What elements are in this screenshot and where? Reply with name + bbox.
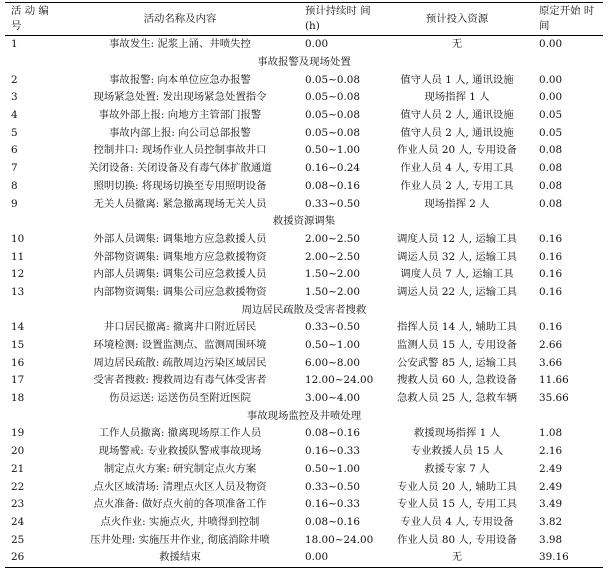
section-header-row bbox=[5, 54, 603, 72]
table-row bbox=[5, 443, 603, 461]
cell-start-time: 0.05 bbox=[539, 109, 563, 122]
table-row bbox=[5, 195, 603, 213]
cell-duration: 0.16∼0.33 bbox=[305, 445, 360, 458]
cell-activity-id: 14 bbox=[11, 321, 25, 334]
table-row bbox=[5, 266, 603, 284]
header-duration: 预计持续时 间(h) bbox=[299, 3, 381, 36]
activity-table bbox=[5, 2, 603, 568]
section-title: 事故现场监控及井喷处理 bbox=[246, 409, 362, 422]
table-row bbox=[5, 319, 603, 337]
cell-resources: 现场指挥 1 人 bbox=[424, 91, 490, 104]
cell-resources: 作业人员 4 人, 专用工具 bbox=[400, 162, 514, 175]
cell-activity-name: 环境检测: 设置监测点、监测周围环境 bbox=[93, 339, 267, 352]
cell-activity-id: 15 bbox=[11, 339, 25, 352]
cell-resources: 搜救人员 60 人, 急救设备 bbox=[397, 374, 517, 387]
cell-duration: 1.50∼2.00 bbox=[305, 285, 360, 298]
cell-activity-id: 9 bbox=[11, 197, 18, 210]
header-activity-id: 活 动 编 号 bbox=[5, 3, 61, 36]
cell-start-time: 0.08 bbox=[539, 144, 563, 157]
cell-resources: 专业人员 15 人, 专用工具 bbox=[397, 498, 517, 511]
cell-activity-id: 18 bbox=[11, 392, 25, 405]
cell-resources: 救援专家 7 人 bbox=[424, 462, 490, 475]
cell-start-time: 3.66 bbox=[539, 356, 563, 369]
section-header-row bbox=[5, 407, 603, 425]
cell-resources: 专业人员 20 人, 辅助工具 bbox=[397, 480, 517, 493]
cell-start-time: 3.98 bbox=[539, 533, 563, 546]
cell-resources: 无 bbox=[451, 38, 463, 51]
cell-activity-name: 外部物资调集: 调集地方应急救援物资 bbox=[93, 250, 267, 263]
cell-resources: 调度人员 7 人, 运输工具 bbox=[400, 268, 514, 281]
cell-start-time: 0.08 bbox=[539, 197, 563, 210]
header-activity-name: 活动名称及内容 bbox=[61, 3, 299, 36]
cell-activity-id: 1 bbox=[11, 38, 18, 51]
cell-activity-id: 10 bbox=[11, 232, 25, 245]
cell-start-time: 0.16 bbox=[539, 285, 563, 298]
cell-activity-id: 21 bbox=[11, 462, 25, 475]
cell-activity-name: 周边居民疏散: 疏散周边污染区域居民 bbox=[93, 356, 267, 369]
cell-duration: 0.05∼0.08 bbox=[305, 73, 360, 86]
cell-resources: 监测人员 15 人, 专用设备 bbox=[397, 339, 517, 352]
cell-duration: 0.00 bbox=[305, 38, 329, 51]
cell-activity-id: 7 bbox=[11, 162, 18, 175]
cell-duration: 0.08∼0.16 bbox=[305, 427, 360, 440]
section-title: 周边居民疏散及受害者搜救 bbox=[241, 303, 367, 316]
cell-start-time: 0.00 bbox=[539, 38, 563, 51]
cell-resources: 公安武警 85 人, 运输工具 bbox=[397, 356, 517, 369]
cell-duration: 0.05∼0.08 bbox=[305, 126, 360, 139]
cell-start-time: 2.66 bbox=[539, 339, 563, 352]
cell-activity-name: 照明切换: 将现场切换至专用照明设备 bbox=[93, 179, 267, 192]
cell-activity-name: 井口居民撤离: 撤离井口附近居民 bbox=[103, 321, 257, 334]
cell-duration: 0.05∼0.08 bbox=[305, 109, 360, 122]
cell-activity-name: 现场紧急处置: 发出现场紧急处置指令 bbox=[93, 91, 267, 104]
cell-activity-name: 事故外部上报: 向地方主管部门报警 bbox=[98, 109, 262, 122]
table-row bbox=[5, 231, 603, 249]
cell-activity-id: 12 bbox=[11, 268, 25, 281]
table-row bbox=[5, 372, 603, 390]
cell-start-time: 1.08 bbox=[539, 427, 563, 440]
cell-activity-id: 4 bbox=[11, 109, 18, 122]
cell-activity-name: 伤员运送: 运送伤员至附近医院 bbox=[109, 392, 251, 405]
cell-duration: 0.50∼1.00 bbox=[305, 339, 360, 352]
cell-start-time: 0.08 bbox=[539, 162, 563, 175]
table-header-row bbox=[5, 3, 603, 36]
cell-activity-id: 13 bbox=[11, 285, 25, 298]
section-title: 救援资源调集 bbox=[272, 215, 336, 228]
cell-activity-name: 内部物资调集: 调集公司应急救援物资 bbox=[93, 285, 267, 298]
cell-resources: 作业人员 80 人, 专用设备 bbox=[397, 533, 517, 546]
cell-activity-id: 22 bbox=[11, 480, 25, 493]
cell-resources: 现场指挥 2 人 bbox=[424, 197, 490, 210]
cell-activity-id: 24 bbox=[11, 515, 25, 528]
table-row bbox=[5, 514, 603, 532]
table-row bbox=[5, 354, 603, 372]
header-start-time: 原定开始 时间 bbox=[533, 3, 603, 36]
cell-activity-name: 事故内部上报: 向公司总部报警 bbox=[109, 126, 251, 139]
table-row bbox=[5, 425, 603, 443]
cell-start-time: 0.00 bbox=[539, 91, 563, 104]
cell-activity-id: 16 bbox=[11, 356, 25, 369]
cell-duration: 0.16∼0.33 bbox=[305, 498, 360, 511]
cell-activity-name: 压井处理: 实施压井作业, 彻底消除井喷 bbox=[90, 533, 270, 546]
cell-start-time: 2.16 bbox=[539, 445, 563, 458]
table-row bbox=[5, 178, 603, 196]
cell-resources: 专业人员 4 人, 专用设备 bbox=[400, 515, 514, 528]
table-row bbox=[5, 478, 603, 496]
section-header-row bbox=[5, 301, 603, 319]
cell-resources: 急救人员 25 人, 急救车辆 bbox=[397, 392, 517, 405]
cell-activity-name: 救援结束 bbox=[61, 549, 299, 567]
header-resources: 预计投入资源 bbox=[381, 3, 533, 36]
section-title: 事故报警及现场处置 bbox=[257, 56, 351, 69]
cell-start-time: 11.66 bbox=[539, 374, 569, 387]
table-row bbox=[5, 337, 603, 355]
cell-start-time: 2.49 bbox=[539, 480, 563, 493]
cell-activity-name: 控制井口: 现场作业人员控制事故井口 bbox=[93, 144, 267, 157]
cell-activity-id: 2 bbox=[11, 73, 18, 86]
cell-resources: 调度人员 12 人, 运输工具 bbox=[397, 232, 517, 245]
cell-activity-id: 23 bbox=[11, 498, 25, 511]
table-row bbox=[5, 142, 603, 160]
section-header-row bbox=[5, 213, 603, 231]
cell-activity-id: 3 bbox=[11, 91, 18, 104]
cell-duration: 0.33∼0.50 bbox=[305, 197, 360, 210]
cell-start-time: 35.66 bbox=[539, 392, 569, 405]
cell-start-time: 39.16 bbox=[533, 549, 603, 567]
cell-resources: 指挥人员 14 人, 辅助工具 bbox=[397, 321, 517, 334]
cell-duration: 0.08∼0.16 bbox=[305, 179, 360, 192]
cell-activity-name: 现场警戒: 专业救援队警戒事故现场 bbox=[98, 445, 262, 458]
cell-resources: 调运人员 32 人, 运输工具 bbox=[397, 250, 517, 263]
table-row bbox=[5, 107, 603, 125]
table-row bbox=[5, 248, 603, 266]
cell-duration: 0.50∼1.00 bbox=[305, 462, 360, 475]
cell-activity-name: 受害者搜救: 搜救周边有毒气体受害者 bbox=[93, 374, 267, 387]
cell-start-time: 3.49 bbox=[539, 498, 563, 511]
cell-duration: 18.00∼24.00 bbox=[305, 533, 374, 546]
cell-activity-id: 25 bbox=[11, 533, 25, 546]
cell-start-time: 2.49 bbox=[539, 462, 563, 475]
cell-duration: 0.33∼0.50 bbox=[305, 321, 360, 334]
cell-start-time: 3.82 bbox=[539, 515, 563, 528]
cell-resources: 值守人员 2 人, 通讯设施 bbox=[400, 126, 514, 139]
cell-resources: 值守人员 2 人, 通讯设施 bbox=[400, 109, 514, 122]
cell-duration: 0.50∼1.00 bbox=[305, 144, 360, 157]
cell-activity-name: 点火作业: 实施点火, 井喷得到控制 bbox=[100, 515, 260, 528]
cell-activity-name: 点火准备: 做好点火前的各项准备工作 bbox=[93, 498, 267, 511]
cell-duration: 0.05∼0.08 bbox=[305, 91, 360, 104]
cell-resources: 值守人员 1 人, 通讯设施 bbox=[400, 73, 514, 86]
cell-activity-id: 8 bbox=[11, 179, 18, 192]
cell-activity-name: 点火区域清场: 清理点火区人员及物资 bbox=[93, 480, 267, 493]
cell-duration: 1.50∼2.00 bbox=[305, 268, 360, 281]
cell-duration: 0.33∼0.50 bbox=[305, 480, 360, 493]
table-body bbox=[5, 36, 603, 568]
cell-start-time: 0.00 bbox=[539, 73, 563, 86]
table-row bbox=[5, 71, 603, 89]
cell-start-time: 0.08 bbox=[539, 179, 563, 192]
cell-start-time: 0.05 bbox=[539, 126, 563, 139]
cell-resources: 无 bbox=[381, 549, 533, 567]
cell-resources: 作业人员 20 人, 专用设备 bbox=[397, 144, 517, 157]
cell-duration: 0.16∼0.24 bbox=[305, 162, 360, 175]
cell-activity-name: 制定点火方案: 研究制定点火方案 bbox=[103, 462, 257, 475]
cell-duration: 3.00∼4.00 bbox=[305, 392, 360, 405]
cell-resources: 专业救援人员 15 人 bbox=[410, 445, 504, 458]
cell-activity-id: 20 bbox=[11, 445, 25, 458]
cell-activity-name: 工作人员撤离: 撤离现场原工作人员 bbox=[98, 427, 262, 440]
table-row bbox=[5, 284, 603, 302]
cell-duration: 0.00 bbox=[299, 549, 381, 567]
cell-resources: 调运人员 22 人, 运输工具 bbox=[397, 285, 517, 298]
cell-duration: 2.00∼2.50 bbox=[305, 250, 360, 263]
cell-activity-name: 关闭设备: 关闭设备及有毒气体扩散通道 bbox=[88, 162, 272, 175]
cell-activity-id: 19 bbox=[11, 427, 25, 440]
cell-resources: 作业人员 2 人, 专用工具 bbox=[400, 179, 514, 192]
cell-duration: 12.00∼24.00 bbox=[305, 374, 374, 387]
table-row bbox=[5, 390, 603, 408]
cell-start-time: 0.16 bbox=[539, 232, 563, 245]
table-row bbox=[5, 124, 603, 142]
table-row bbox=[5, 89, 603, 107]
cell-activity-name: 外部人员调集: 调集地方应急救援人员 bbox=[93, 232, 267, 245]
cell-activity-id: 26 bbox=[5, 549, 61, 567]
table-row bbox=[5, 496, 603, 514]
table-row bbox=[5, 549, 603, 567]
cell-activity-id: 11 bbox=[11, 250, 25, 263]
cell-start-time: 0.16 bbox=[539, 268, 563, 281]
cell-resources: 救援现场指挥 1 人 bbox=[414, 427, 500, 440]
cell-start-time: 0.16 bbox=[539, 250, 563, 263]
cell-activity-id: 5 bbox=[11, 126, 18, 139]
cell-activity-name: 事故发生: 泥浆上涌、井喷失控 bbox=[109, 38, 251, 51]
cell-activity-name: 无关人员撤离: 紧急撤离现场无关人员 bbox=[93, 197, 267, 210]
cell-duration: 2.00∼2.50 bbox=[305, 232, 360, 245]
table-row bbox=[5, 531, 603, 549]
cell-activity-name: 内部人员调集: 调集公司应急救援人员 bbox=[93, 268, 267, 281]
table-row bbox=[5, 461, 603, 479]
cell-activity-name: 事故报警: 向本单位应急办报警 bbox=[109, 73, 251, 86]
cell-duration: 6.00∼8.00 bbox=[305, 356, 360, 369]
table-row bbox=[5, 160, 603, 178]
cell-start-time: 0.16 bbox=[539, 321, 563, 334]
cell-activity-id: 6 bbox=[11, 144, 18, 157]
cell-activity-id: 17 bbox=[11, 374, 25, 387]
cell-duration: 0.08∼0.16 bbox=[305, 515, 360, 528]
table-row bbox=[5, 36, 603, 54]
